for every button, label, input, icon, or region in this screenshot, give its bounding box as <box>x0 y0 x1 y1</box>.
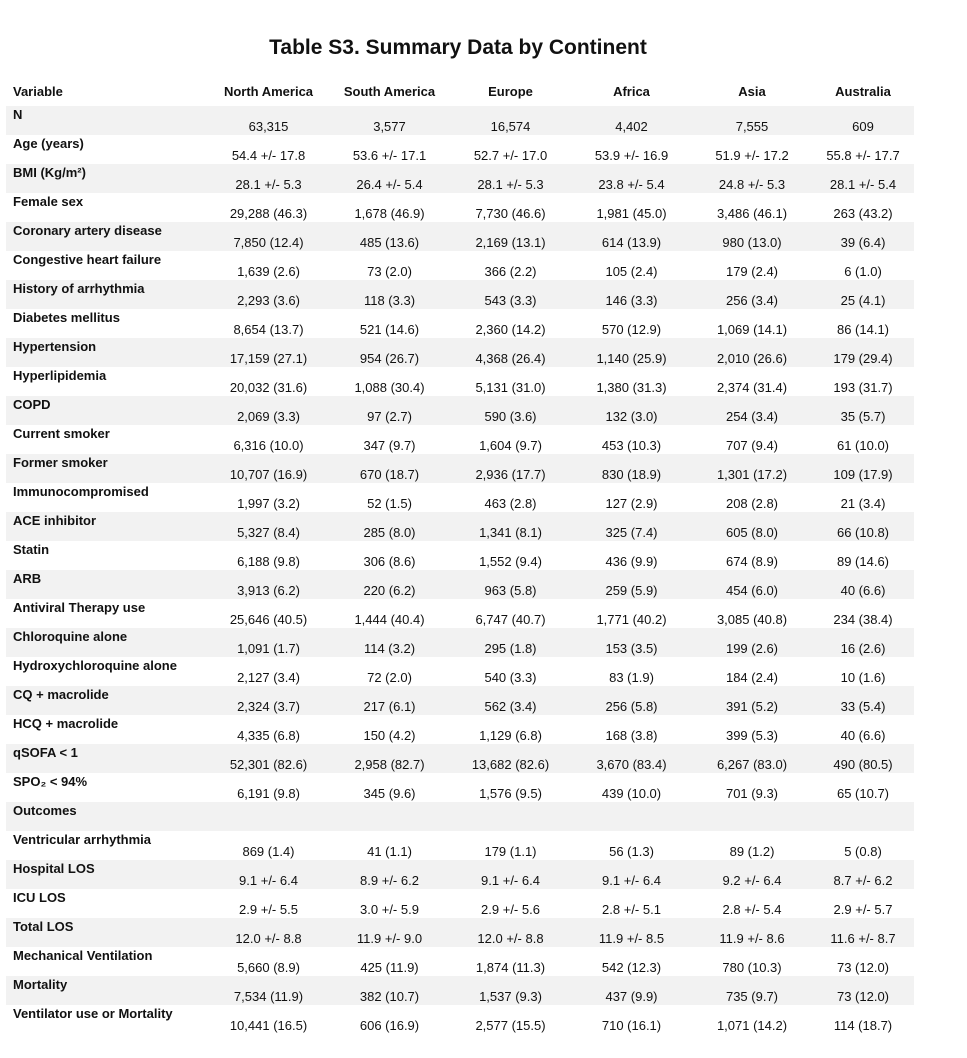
table-cell: 16 (2.6) <box>812 628 914 657</box>
table-body <box>6 106 914 1034</box>
table-cell: 3.0 +/- 5.9 <box>360 902 419 917</box>
table-cell: 590 (3.6) <box>450 396 571 425</box>
table-cell: 4,335 (6.8) <box>237 728 300 743</box>
table-cell: 89 (1.2) <box>729 844 775 859</box>
table-cell: 40 (6.6) <box>812 570 914 599</box>
column-header-asia: Asia <box>738 83 766 99</box>
table-cell: 1,069 (14.1) <box>716 322 788 337</box>
table-cell: 609 <box>812 106 914 135</box>
row-label: Chloroquine alone <box>6 628 208 657</box>
table-cell: 2,169 (13.1) <box>450 222 571 251</box>
table-cell: 670 (18.7) <box>329 454 450 483</box>
table-cell: 72 (2.0) <box>367 670 412 685</box>
table-cell: 425 (11.9) <box>360 960 419 975</box>
table-cell: 2,577 (15.5) <box>475 1018 546 1033</box>
table-row <box>6 976 914 1005</box>
table-cell: 8.9 +/- 6.2 <box>329 860 450 889</box>
table-cell: 217 (6.1) <box>329 686 450 715</box>
column-header-africa: Africa <box>613 83 650 99</box>
table-cell: 490 (80.5) <box>812 744 914 773</box>
table-cell: 263 (43.2) <box>833 206 893 221</box>
table-cell: 6,316 (10.0) <box>233 438 304 453</box>
row-label: Female sex <box>13 194 84 209</box>
table-cell: 710 (16.1) <box>601 1018 662 1033</box>
table-cell: 73 (12.0) <box>836 960 890 975</box>
table-cell: 66 (10.8) <box>812 512 914 541</box>
table-cell: 6,191 (9.8) <box>237 786 300 801</box>
table-cell: 83 (1.9) <box>609 670 654 685</box>
table-row <box>6 599 914 628</box>
table-cell: 4,368 (26.4) <box>450 338 571 367</box>
table-cell: 2.8 +/- 5.4 <box>722 902 782 917</box>
table-cell: 347 (9.7) <box>363 438 416 453</box>
table-cell: 9.2 +/- 6.4 <box>692 860 812 889</box>
table-cell <box>692 802 812 831</box>
table-cell: 436 (9.9) <box>605 554 658 569</box>
table-cell: 2,324 (3.7) <box>208 686 329 715</box>
table-cell: 53.9 +/- 16.9 <box>594 148 669 163</box>
table-cell: 980 (13.0) <box>692 222 812 251</box>
table-cell: 3,670 (83.4) <box>571 744 692 773</box>
table-cell: 707 (9.4) <box>725 438 779 453</box>
column-header-europe: Europe <box>488 83 533 99</box>
table-cell: 439 (10.0) <box>601 786 662 801</box>
column-header-variable: Variable <box>13 83 63 99</box>
table-cell: 1,088 (30.4) <box>354 380 425 395</box>
table-cell: 21 (3.4) <box>840 496 886 511</box>
table-cell <box>329 802 450 831</box>
table-cell: 118 (3.3) <box>329 280 450 309</box>
table-cell: 184 (2.4) <box>725 670 779 685</box>
table-cell: 208 (2.8) <box>725 496 779 511</box>
table-cell: 521 (14.6) <box>359 322 420 337</box>
table-cell: 256 (5.8) <box>571 686 692 715</box>
row-label: Mortality <box>6 976 208 1005</box>
table-cell: 146 (3.3) <box>571 280 692 309</box>
table-cell: 24.8 +/- 5.3 <box>692 164 812 193</box>
table-cell: 54.4 +/- 17.8 <box>231 148 306 163</box>
table-cell: 26.4 +/- 5.4 <box>329 164 450 193</box>
header-row <box>6 76 914 106</box>
table-row <box>6 106 914 135</box>
table-cell: 65 (10.7) <box>836 786 890 801</box>
table-cell: 259 (5.9) <box>571 570 692 599</box>
table-cell: 562 (3.4) <box>450 686 571 715</box>
table-cell: 485 (13.6) <box>329 222 450 251</box>
table-cell: 97 (2.7) <box>329 396 450 425</box>
row-label: ACE inhibitor <box>6 512 208 541</box>
table-cell: 1,678 (46.9) <box>354 206 425 221</box>
table-cell: 109 (17.9) <box>812 454 914 483</box>
table-cell: 1,552 (9.4) <box>479 554 542 569</box>
table-cell: 869 (1.4) <box>242 844 295 859</box>
table-row <box>6 309 914 338</box>
table-cell: 114 (3.2) <box>329 628 450 657</box>
table-cell: 89 (14.6) <box>836 554 890 569</box>
table-cell: 830 (18.9) <box>571 454 692 483</box>
table-cell: 61 (10.0) <box>836 438 890 453</box>
table-cell: 1,771 (40.2) <box>596 612 667 627</box>
row-label: Immunocompromised <box>13 484 149 499</box>
table-cell: 179 (2.4) <box>725 264 779 279</box>
table-cell: 437 (9.9) <box>571 976 692 1005</box>
table-cell: 8,654 (13.7) <box>233 322 304 337</box>
row-label: COPD <box>6 396 208 425</box>
table-cell: 542 (12.3) <box>601 960 662 975</box>
table-row <box>6 715 914 744</box>
row-label: Ventilator use or Mortality <box>13 1006 173 1021</box>
table-cell: 366 (2.2) <box>484 264 537 279</box>
table-row <box>6 338 914 367</box>
table-cell: 220 (6.2) <box>329 570 450 599</box>
table-cell: 399 (5.3) <box>725 728 779 743</box>
table-cell: 1,444 (40.4) <box>354 612 425 627</box>
table-cell: 605 (8.0) <box>692 512 812 541</box>
table-cell: 1,140 (25.9) <box>571 338 692 367</box>
table-cell: 5 (0.8) <box>844 844 882 859</box>
table-row <box>6 222 914 251</box>
table-row <box>6 367 914 396</box>
table-cell: 295 (1.8) <box>450 628 571 657</box>
table-row <box>6 483 914 512</box>
table-row <box>6 193 914 222</box>
table-cell: 954 (26.7) <box>329 338 450 367</box>
row-label: Hyperlipidemia <box>13 368 107 383</box>
row-label: Antiviral Therapy use <box>13 600 146 615</box>
table-cell: 63,315 <box>208 106 329 135</box>
table-cell: 179 (29.4) <box>812 338 914 367</box>
table-cell: 17,159 (27.1) <box>208 338 329 367</box>
table-cell: 234 (38.4) <box>833 612 893 627</box>
table-cell: 2,936 (17.7) <box>450 454 571 483</box>
table-row <box>6 889 914 918</box>
table-cell: 8.7 +/- 6.2 <box>812 860 914 889</box>
row-label: Mechanical Ventilation <box>13 948 153 963</box>
table-cell: 1,604 (9.7) <box>479 438 542 453</box>
table-cell: 1,091 (1.7) <box>208 628 329 657</box>
row-label: Current smoker <box>13 426 110 441</box>
table-cell: 168 (3.8) <box>605 728 658 743</box>
table-cell: 9.1 +/- 6.4 <box>208 860 329 889</box>
table-cell: 2.8 +/- 5.1 <box>602 902 661 917</box>
table-cell: 11.9 +/- 9.0 <box>329 918 450 947</box>
table-cell: 701 (9.3) <box>725 786 779 801</box>
table-cell: 4,402 <box>571 106 692 135</box>
table-cell: 3,577 <box>329 106 450 135</box>
table-cell: 199 (2.6) <box>692 628 812 657</box>
row-label: Coronary artery disease <box>6 222 208 251</box>
table-cell: 254 (3.4) <box>692 396 812 425</box>
table-row <box>6 1005 914 1034</box>
table-cell: 25 (4.1) <box>812 280 914 309</box>
table-cell: 7,850 (12.4) <box>208 222 329 251</box>
table-cell: 543 (3.3) <box>450 280 571 309</box>
table-cell: 6,188 (9.8) <box>237 554 300 569</box>
table-cell: 453 (10.3) <box>601 438 662 453</box>
table-cell: 780 (10.3) <box>722 960 782 975</box>
row-label: BMI (Kg/m²) <box>6 164 208 193</box>
table-cell: 5,131 (31.0) <box>475 380 546 395</box>
row-label: Congestive heart failure <box>13 252 162 267</box>
table-row <box>6 164 914 193</box>
table-cell: 540 (3.3) <box>484 670 537 685</box>
table-cell: 2,374 (31.4) <box>716 380 788 395</box>
table-cell: 41 (1.1) <box>367 844 412 859</box>
table-cell: 306 (8.6) <box>363 554 416 569</box>
column-header-north-america: North America <box>223 83 314 99</box>
table-cell: 2.9 +/- 5.6 <box>481 902 540 917</box>
table-cell: 2,127 (3.4) <box>237 670 300 685</box>
table-row <box>6 251 914 280</box>
table-cell: 10,707 (16.9) <box>208 454 329 483</box>
table-cell: 193 (31.7) <box>833 380 893 395</box>
table-row <box>6 454 914 483</box>
table-cell: 40 (6.6) <box>840 728 886 743</box>
table-cell: 9.1 +/- 6.4 <box>450 860 571 889</box>
table-cell: 3,913 (6.2) <box>208 570 329 599</box>
table-cell <box>450 802 571 831</box>
table-cell: 325 (7.4) <box>571 512 692 541</box>
table-cell: 105 (2.4) <box>605 264 658 279</box>
table-cell: 39 (6.4) <box>812 222 914 251</box>
table-cell: 179 (1.1) <box>484 844 537 859</box>
table-cell: 12.0 +/- 8.8 <box>450 918 571 947</box>
table-row <box>6 570 914 599</box>
table-cell: 285 (8.0) <box>329 512 450 541</box>
table-cell: 12.0 +/- 8.8 <box>208 918 329 947</box>
table-cell: 132 (3.0) <box>571 396 692 425</box>
table-cell: 35 (5.7) <box>812 396 914 425</box>
table-cell: 11.6 +/- 8.7 <box>812 918 914 947</box>
row-label: Diabetes mellitus <box>13 310 120 325</box>
table-cell: 7,534 (11.9) <box>208 976 329 1005</box>
table-cell: 735 (9.7) <box>692 976 812 1005</box>
table-cell: 1,537 (9.3) <box>450 976 571 1005</box>
table-row <box>6 918 914 947</box>
table-cell: 11.9 +/- 8.5 <box>571 918 692 947</box>
table-cell: 23.8 +/- 5.4 <box>571 164 692 193</box>
row-label: Former smoker <box>6 454 208 483</box>
row-label: N <box>6 106 208 135</box>
row-label: Statin <box>13 542 50 557</box>
row-label: Outcomes <box>6 802 208 831</box>
table-cell: 28.1 +/- 5.3 <box>450 164 571 193</box>
table-row <box>6 947 914 976</box>
table-cell: 614 (13.9) <box>571 222 692 251</box>
table-cell: 52 (1.5) <box>367 496 412 511</box>
table-cell: 6,267 (83.0) <box>692 744 812 773</box>
table-cell: 1,071 (14.2) <box>716 1018 788 1033</box>
table-cell: 3,486 (46.1) <box>716 206 788 221</box>
table-cell: 7,555 <box>692 106 812 135</box>
table-row <box>6 744 914 773</box>
table-cell: 20,032 (31.6) <box>229 380 308 395</box>
table-row <box>6 802 914 831</box>
table-cell: 1,639 (2.6) <box>237 264 300 279</box>
table-cell: 52.7 +/- 17.0 <box>473 148 548 163</box>
table-cell: 2,360 (14.2) <box>475 322 546 337</box>
table-row <box>6 396 914 425</box>
table-cell: 114 (18.7) <box>833 1018 893 1033</box>
table-row <box>6 686 914 715</box>
table-row <box>6 860 914 889</box>
table-row <box>6 135 914 164</box>
table-cell: 9.1 +/- 6.4 <box>571 860 692 889</box>
table-cell: 6,747 (40.7) <box>475 612 546 627</box>
row-label: Ventricular arrhythmia <box>13 832 151 847</box>
row-label: History of arrhythmia <box>6 280 208 309</box>
table-cell: 56 (1.3) <box>609 844 654 859</box>
table-cell: 153 (3.5) <box>571 628 692 657</box>
row-label: Total LOS <box>6 918 208 947</box>
table-cell: 1,380 (31.3) <box>596 380 667 395</box>
table-cell: 52,301 (82.6) <box>208 744 329 773</box>
table-cell: 463 (2.8) <box>484 496 537 511</box>
table-cell: 5,327 (8.4) <box>208 512 329 541</box>
table-cell: 28.1 +/- 5.3 <box>208 164 329 193</box>
table-cell: 2.9 +/- 5.5 <box>239 902 298 917</box>
table-cell: 1,576 (9.5) <box>479 786 542 801</box>
table-cell: 13,682 (82.6) <box>450 744 571 773</box>
table-cell <box>571 802 692 831</box>
table-cell: 2,010 (26.6) <box>692 338 812 367</box>
table-cell: 606 (16.9) <box>359 1018 420 1033</box>
table-cell: 73 (12.0) <box>812 976 914 1005</box>
table-cell: 1,129 (6.8) <box>479 728 542 743</box>
table-cell: 2,958 (82.7) <box>329 744 450 773</box>
table-cell: 1,997 (3.2) <box>237 496 300 511</box>
row-label: Hospital LOS <box>6 860 208 889</box>
table-cell: 2.9 +/- 5.7 <box>833 902 893 917</box>
table-cell: 16,574 <box>450 106 571 135</box>
table-cell <box>812 802 914 831</box>
row-label: qSOFA < 1 <box>6 744 208 773</box>
table-cell: 2,069 (3.3) <box>208 396 329 425</box>
row-label: Hydroxychloroquine alone <box>13 658 177 673</box>
table-cell: 674 (8.9) <box>725 554 779 569</box>
table-cell: 570 (12.9) <box>601 322 662 337</box>
table-cell: 127 (2.9) <box>605 496 658 511</box>
table-cell: 1,301 (17.2) <box>692 454 812 483</box>
table-row <box>6 657 914 686</box>
row-label: CQ + macrolide <box>6 686 208 715</box>
table-row <box>6 773 914 802</box>
table-cell: 55.8 +/- 17.7 <box>826 148 900 163</box>
table-cell: 382 (10.7) <box>329 976 450 1005</box>
table-row <box>6 541 914 570</box>
table-cell: 391 (5.2) <box>692 686 812 715</box>
summary-table <box>6 76 914 1034</box>
row-label: ICU LOS <box>13 890 66 905</box>
table-cell: 33 (5.4) <box>812 686 914 715</box>
column-header-australia: Australia <box>835 83 891 99</box>
table-cell: 7,730 (46.6) <box>475 206 546 221</box>
row-label: Age (years) <box>13 136 84 151</box>
table-cell: 25,646 (40.5) <box>229 612 308 627</box>
table-cell <box>208 802 329 831</box>
table-row <box>6 280 914 309</box>
table-cell: 28.1 +/- 5.4 <box>812 164 914 193</box>
row-label: Hypertension <box>6 338 208 367</box>
table-cell: 86 (14.1) <box>836 322 890 337</box>
table-cell: 10,441 (16.5) <box>229 1018 308 1033</box>
row-label: HCQ + macrolide <box>13 716 119 731</box>
table-cell: 51.9 +/- 17.2 <box>715 148 789 163</box>
table-cell: 454 (6.0) <box>692 570 812 599</box>
table-cell: 1,981 (45.0) <box>596 206 667 221</box>
table-row <box>6 512 914 541</box>
table-cell: 53.6 +/- 17.1 <box>352 148 427 163</box>
table-cell: 73 (2.0) <box>367 264 412 279</box>
table-cell: 963 (5.8) <box>450 570 571 599</box>
table-cell: 345 (9.6) <box>363 786 416 801</box>
table-cell: 6 (1.0) <box>844 264 882 279</box>
table-cell: 1,874 (11.3) <box>475 960 546 975</box>
table-cell: 29,288 (46.3) <box>229 206 308 221</box>
table-row <box>6 831 914 860</box>
table-cell: 150 (4.2) <box>363 728 416 743</box>
table-cell: 2,293 (3.6) <box>208 280 329 309</box>
table-title: Table S3. Summary Data by Continent <box>269 36 647 59</box>
table-cell: 3,085 (40.8) <box>716 612 788 627</box>
row-label: ARB <box>6 570 208 599</box>
table-row <box>6 425 914 454</box>
table-cell: 256 (3.4) <box>692 280 812 309</box>
table-cell: 10 (1.6) <box>840 670 886 685</box>
table-cell: 11.9 +/- 8.6 <box>692 918 812 947</box>
column-header-south-america: South America <box>343 83 436 99</box>
table-cell: 5,660 (8.9) <box>237 960 300 975</box>
table-row <box>6 628 914 657</box>
row-label: SPO₂ < 94% <box>13 774 88 789</box>
table-cell: 1,341 (8.1) <box>450 512 571 541</box>
